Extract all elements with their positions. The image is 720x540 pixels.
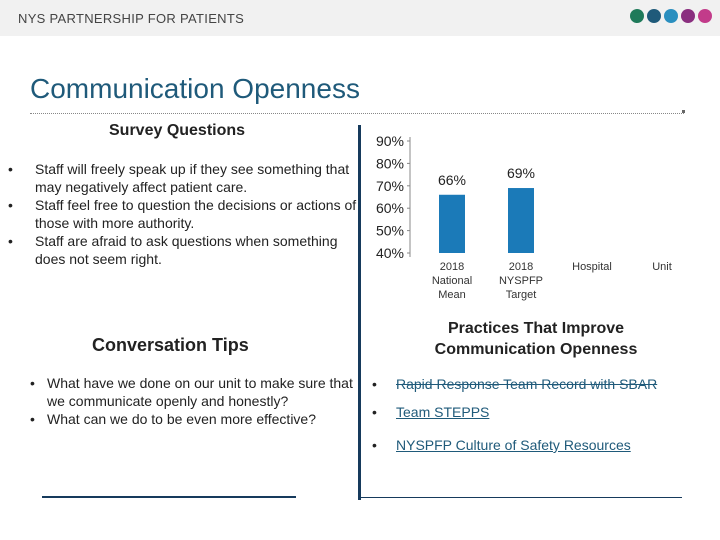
practices-list	[372, 376, 657, 453]
org-name: NYS PARTNERSHIP FOR PATIENTS	[18, 11, 245, 26]
x-tick-label: Hospital	[572, 261, 612, 273]
y-tick-label: 50%	[375, 222, 404, 239]
y-tick-label: 60%	[375, 200, 404, 217]
x-tick-label: NYSPFP	[498, 275, 544, 287]
bar	[508, 188, 534, 253]
practice-link-culture-of-safety[interactable]	[372, 437, 657, 453]
x-tick-label: 2018	[508, 261, 534, 273]
practice-link-rapid-response[interactable]	[372, 376, 657, 392]
tip-item: • What can we do to be even more effective?	[30, 410, 355, 428]
survey-heading: Survey Questions	[109, 122, 246, 139]
data-label: 66%	[437, 172, 467, 188]
practice-link-label[interactable]: Team STEPPS	[396, 404, 490, 420]
practices-heading: Practices That Improve Communication Openness	[434, 320, 638, 358]
x-tick-label: Target	[505, 289, 537, 301]
y-tick-label: 70%	[375, 177, 404, 194]
practice-link-team-stepps[interactable]	[372, 404, 657, 420]
survey-item: • Staff will freely speak up if they see something that may negatively affect patient care.	[8, 160, 360, 196]
survey-item: • Staff feel free to question the decisions or actions of those with more authority.	[8, 196, 360, 232]
x-tick-label: National	[431, 275, 473, 287]
y-tick-label: 90%	[375, 133, 404, 149]
bottom-divider-right	[360, 497, 682, 498]
y-tick-label: 80%	[375, 155, 404, 172]
survey-item: • Staff are afraid to ask questions when something does not seem right.	[8, 232, 360, 268]
tips-heading: Conversation Tips	[92, 335, 249, 355]
tips-list	[30, 374, 355, 428]
tip-item: • What have we done on our unit to make sure that we communicate openly and honestly?	[30, 374, 355, 410]
x-tick-label: Unit	[652, 261, 672, 273]
y-tick-label: 40%	[375, 245, 404, 261]
data-label: 69%	[506, 165, 536, 181]
x-tick-label: Mean	[438, 289, 466, 301]
page-title: Communication Openness	[30, 73, 360, 104]
section-divider	[358, 125, 361, 500]
practice-link-label[interactable]: Rapid Response Team Record with SBAR	[396, 376, 658, 392]
bottom-divider-left	[42, 496, 296, 498]
practice-link-label[interactable]: NYSPFP Culture of Safety Resources	[396, 437, 631, 453]
x-tick-label: 2018	[439, 261, 465, 273]
bar	[439, 195, 465, 253]
